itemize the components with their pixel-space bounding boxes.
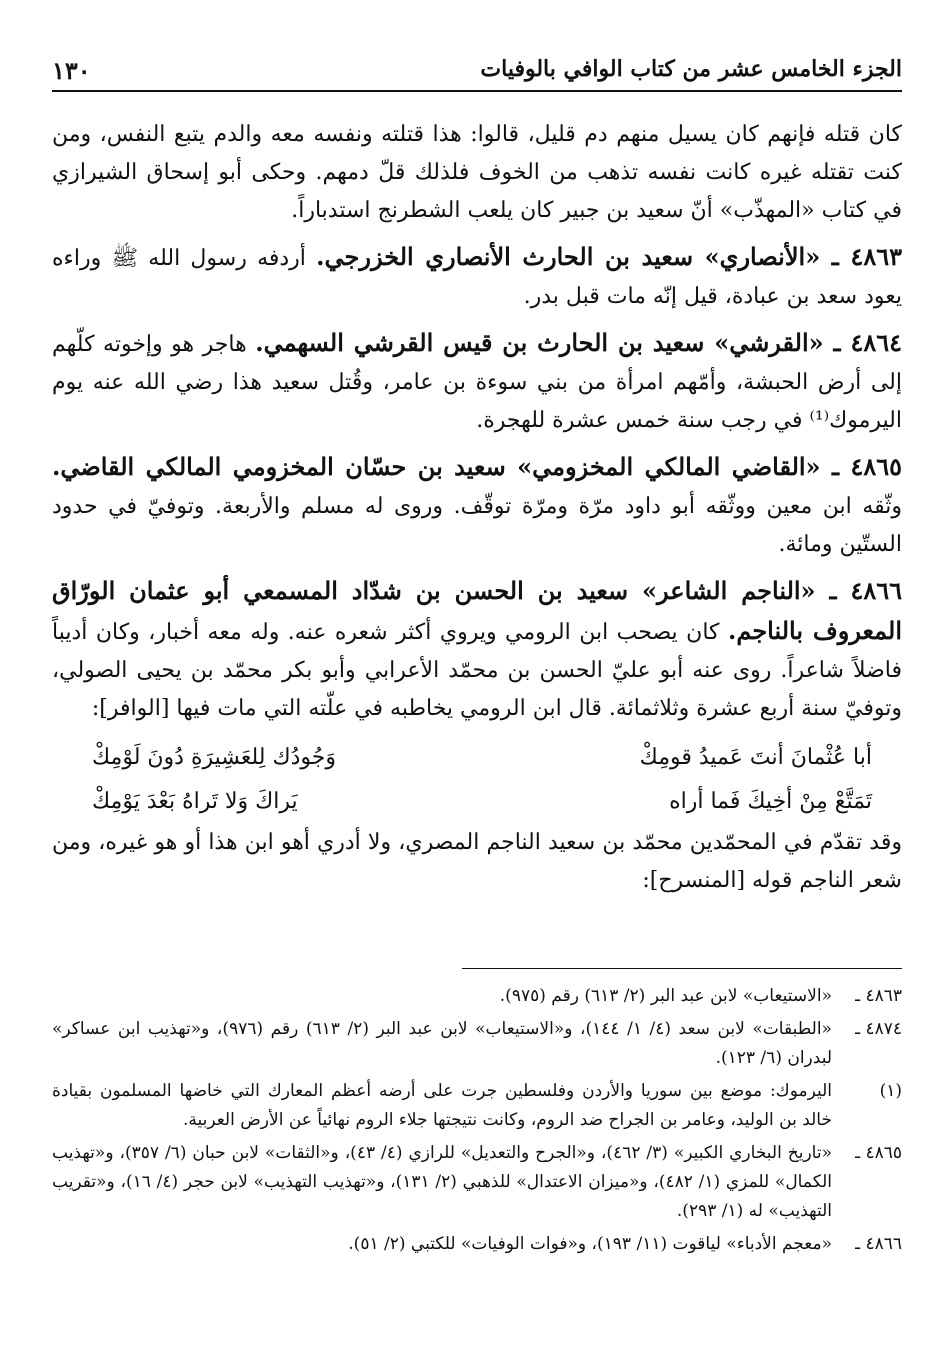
footnotes [52, 982, 902, 1263]
verse-1-first-hemistich: أبا عُثْمانَ أنتَ عَميدُ قومِكْ [639, 745, 872, 770]
paragraph-closing: وقد تقدّم في المحمّدين محمّد بن سعيد الناجم المصري، ولا أدري أهو ابن هذا أو هو غيره، ومن شعر الناجم قوله [المنسرح]: [52, 830, 902, 893]
footnote-text: «الاستيعاب» لابن عبد البر (٢/ ٦١٣) رقم (٩٧٥). [499, 986, 832, 1006]
main-text [52, 116, 902, 908]
verse-2-second-hemistich: يَراكَ وَلا تَراهُ بَعْدَ يَوْمِكْ [92, 789, 298, 814]
entry-4865-text: وثّقه ابن معين ووثّقه أبو داود مرّة ومرّة توقّف. وروى له مسلم والأربعة. وتوفيّ في حدود الستّين ومائة. [52, 494, 902, 557]
footnote-4874 [52, 1015, 902, 1073]
footnote-number: ٤٨٦٦ ـ [855, 1234, 902, 1254]
running-header [52, 40, 902, 92]
footnote-4863 [52, 982, 902, 1011]
book-page [52, 40, 902, 1340]
entry-4864-heading: ٤٨٦٤ ـ «القرشي» سعيد بن الحارث بن قيس القرشي السهمي. [255, 328, 902, 357]
entry-4863 [52, 238, 902, 316]
footnote-1 [52, 1077, 902, 1135]
footnote-text: «تاريخ البخاري الكبير» (٣/ ٤٦٢)، و«الجرح والتعديل» للرازي (٤/ ٤٣)، و«الثقات» لابن حبان (٦/ ٣٥٧)، و«تهذيب الكمال» للمزي (١/ ٤٨٢)، و«ميزان الاعتدال» للذهبي (٢/ ١٣١)، و«تهذيب التهذيب» لابن حجر (٤/ ١٦)، و«تقريب التهذيب» له (١/ ٢٩٣). [52, 1143, 832, 1221]
page-number: ١٣٠ [52, 56, 91, 85]
running-title: الجزء الخامس عشر من كتاب الوافي بالوفيات [480, 56, 902, 82]
entry-4866-heading: ٤٨٦٦ ـ «الناجم الشاعر» سعيد بن الحسن بن شدّاد المسمعي أبو عثمان الورّاق المعروف بالناجم. [52, 576, 902, 645]
footnote-4865 [52, 1139, 902, 1226]
entry-4865 [52, 448, 902, 564]
footnote-separator [462, 968, 902, 969]
entry-4866-text: كان يصحب ابن الرومي ويروي أكثر شعره عنه. وله معه أخبار، وكان أديباً فاضلاً شاعراً. روى عنه أبو عليّ الحسن بن محمّد الأعرابي وأبو بكر محمّد بن يحيى الصولي، وتوفيّ سنة أربع عشرة وثلاثمائة. قال ابن الرومي يخاطبه في علّته التي مات فيها [الوافر]: [52, 620, 902, 721]
verse-line-2 [52, 780, 902, 824]
entry-4863-text: أردفه رسول الله ﷺ وراءه يعود سعد بن عبادة، قيل إنّه مات قبل بدر. [52, 246, 902, 309]
entry-4866 [52, 572, 902, 728]
footnote-number: ٤٨٧٤ ـ [855, 1019, 902, 1039]
footnote-number: ٤٨٦٣ ـ [855, 986, 902, 1006]
verse-1-second-hemistich: وَجُودُك لِلعَشِيرَةِ دُونَ لَوْمِكْ [92, 745, 336, 770]
footnote-text: «الطبقات» لابن سعد (٤/ ١/ ١٤٤)، و«الاستيعاب» لابن عبد البر (٢/ ٦١٣) رقم (٩٧٦)، و«تهذيب ابن عساكر» لبدران (٦/ ١٢٣). [52, 1019, 832, 1068]
verse-2-first-hemistich: تَمَتَّعْ مِنْ أخِيكَ فَما أراه [669, 789, 872, 814]
footnote-number: ٤٨٦٥ ـ [855, 1143, 902, 1163]
footnote-4866 [52, 1230, 902, 1259]
entry-4864 [52, 324, 902, 440]
paragraph-intro: كان قتله فإنهم كان يسيل منهم دم قليل، قالوا: هذا قتلته ونفسه معه والدم يتبع النفس، ومن كنت تقتله غيره كانت نفسه تذهب من الخوف فلذلك قلّ دمهم. وحكى أبو إسحاق الشيرازي في كتاب «المهذّب» أنّ سعيد بن جبير كان يلعب الشطرنج استدباراً. [52, 122, 902, 223]
verse-line-1 [52, 736, 902, 780]
footnote-text: «معجم الأدباء» لياقوت (١١/ ١٩٣)، و«فوات الوفيات» للكتبي (٢/ ٥١). [348, 1234, 832, 1254]
entry-4865-heading: ٤٨٦٥ ـ «القاضي المالكي المخزومي» سعيد بن حسّان المخزومي المالكي القاضي. [52, 452, 902, 481]
footnote-number: (١) [879, 1081, 902, 1101]
footnote-text: اليرموك: موضع بين سوريا والأردن وفلسطين جرت على أرضه أعظم المعارك التي خاضها المسلمون بقيادة خالد بن الوليد، وعامر بن الجراح ضد الروم، وكانت نتيجتها جلاء الروم نهائياً عن الأرض العربية. [52, 1081, 832, 1130]
entry-4864-text: هاجر هو وإخوته كلّهم إلى أرض الحبشة، وأمّهم امرأة من بني سوءة بن عامر، وقُتل سعيد هذا رضي الله عنه يوم اليرموك⁽¹⁾ في رجب سنة خمس عشرة للهجرة. [52, 332, 902, 433]
entry-4863-heading: ٤٨٦٣ ـ «الأنصاري» سعيد بن الحارث الأنصاري الخزرجي. [316, 242, 902, 271]
